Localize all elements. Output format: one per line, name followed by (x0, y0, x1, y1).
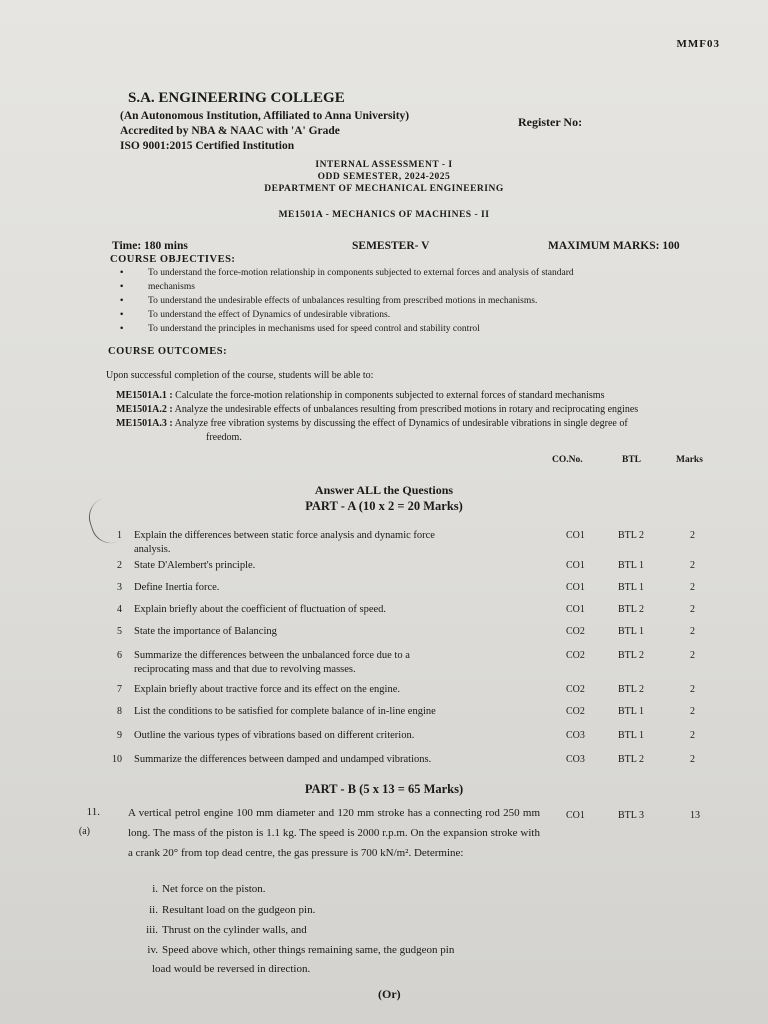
exam-semester-term: ODD SEMESTER, 2024-2025 (317, 172, 451, 182)
question-co: CO2 (566, 706, 585, 717)
question-bt: BTL 2 (618, 684, 645, 695)
question-number: 1 (117, 530, 122, 541)
question-marks: 2 (690, 754, 695, 765)
question-number: 5 (117, 626, 122, 637)
question-co: CO3 (566, 730, 585, 741)
column-bt: BTL (622, 455, 642, 465)
outcome-item (116, 390, 604, 401)
question-number: 4 (117, 604, 122, 615)
outcome-continuation: freedom. (206, 432, 242, 443)
part-a-title: PART - A (10 x 2 = 20 Marks) (305, 499, 463, 513)
question-marks: 2 (690, 560, 695, 571)
college-accreditation: Accredited by NBA & NAAC with 'A' Grade (120, 125, 340, 137)
outcome-code: ME1501A.1 : (116, 390, 173, 401)
exam-semester: SEMESTER- V (352, 240, 430, 252)
question-number: 11. (86, 806, 100, 818)
question-number: 8 (117, 706, 122, 717)
question-subpart: (a) (78, 826, 90, 837)
question-text: List the conditions to be satisfied for complete balance of in-line engine (134, 706, 436, 717)
question-bt: BTL 1 (618, 626, 645, 637)
question-co: CO1 (566, 604, 585, 615)
college-iso: ISO 9001:2015 Certified Institution (120, 140, 295, 152)
column-co: CO.No. (552, 455, 583, 465)
exam-department: DEPARTMENT OF MECHANICAL ENGINEERING (264, 184, 504, 194)
outcome-item (116, 404, 638, 415)
college-affiliation: (An Autonomous Institution, Affiliated to Anna University) (120, 110, 410, 122)
question-text: A vertical petrol engine 100 mm diameter and 120 mm stroke has a connecting rod 250 mm long. The mass of the piston is 1.1 kg. The speed is 2000 r.p.m. On the expansion stroke with a crank 20° from top dead centre, the gas pressure is 700 kN/m². Determine: (128, 807, 540, 859)
question-co: CO3 (566, 754, 585, 765)
question-part (130, 904, 315, 916)
question-text-continuation: reciprocating mass and that due to revolving masses. (134, 664, 356, 675)
objective-item: • mechanisms (120, 282, 195, 292)
objective-item: • To understand the force-motion relationship in components subjected to external forces and analysis of standard (120, 268, 574, 278)
question-co: CO1 (566, 810, 585, 821)
question-bt: BTL 2 (618, 650, 645, 661)
question-bt: BTL 1 (618, 730, 645, 741)
college-name: S.A. ENGINEERING COLLEGE (128, 90, 345, 106)
question-part (130, 944, 454, 956)
question-text: Explain the differences between static force analysis and dynamic force (134, 530, 435, 541)
question-text: Define Inertia force. (134, 582, 220, 593)
part-b-title: PART - B (5 x 13 = 65 Marks) (304, 782, 464, 796)
outcome-text: Analyze free vibration systems by discussing the effect of Dynamics of undesirable vibrations in single degree of (174, 418, 628, 429)
exam-assessment: INTERNAL ASSESSMENT - I (315, 160, 453, 170)
question-number: 9 (117, 730, 122, 741)
question-co: CO2 (566, 650, 585, 661)
outcome-code: ME1501A.2 : (116, 404, 173, 415)
question-co: CO2 (566, 684, 585, 695)
question-text: Outline the various types of vibrations based on different criterion. (134, 730, 415, 741)
register-no-label: Register No: (518, 115, 583, 129)
question-text: Summarize the differences between the unbalanced force due to a (134, 650, 410, 661)
objective-item: • To understand the undesirable effects of unbalances resulting from prescribed motions in mechanisms. (120, 296, 537, 306)
question-bt: BTL 2 (618, 604, 645, 615)
part-numeral: i. (152, 883, 158, 895)
question-text-continuation: analysis. (134, 544, 171, 555)
question-marks: 2 (690, 650, 695, 661)
outcome-text: Analyze the undesirable effects of unbalances resulting from prescribed motions in rotary and reciprocating engines (174, 404, 639, 415)
question-co: CO1 (566, 530, 585, 541)
question-bt: BTL 1 (618, 582, 645, 593)
question-number: 7 (117, 684, 122, 695)
question-marks: 2 (690, 626, 695, 637)
question-part (130, 924, 307, 936)
question-bt: BTL 3 (618, 810, 645, 821)
instruction: Answer ALL the Questions (314, 483, 454, 497)
question-marks: 2 (690, 684, 695, 695)
question-text: State D'Alembert's principle. (134, 560, 256, 571)
question-text: Explain briefly about the coefficient of fluctuation of speed. (134, 604, 387, 615)
question-number: 6 (117, 650, 122, 661)
question-number: 10 (112, 754, 122, 765)
question-marks: 2 (690, 582, 695, 593)
part-numeral: iv. (147, 944, 158, 956)
question-co: CO1 (566, 582, 585, 593)
part-numeral: ii. (149, 904, 158, 916)
outcome-item (116, 418, 628, 429)
question-text: Explain briefly about tractive force and its effect on the engine. (134, 684, 400, 695)
question-marks: 2 (690, 706, 695, 717)
question-text: Summarize the differences between damped and undamped vibrations. (134, 754, 432, 765)
part-text: Speed above which, other things remaining same, the gudgeon pin (162, 944, 455, 956)
part-text: Net force on the piston. (162, 883, 266, 895)
objective-item: • To understand the principles in mechanisms used for speed control and stability control (120, 324, 480, 334)
exam-time: Time: 180 mins (112, 240, 188, 252)
question-co: CO1 (566, 560, 585, 571)
outcomes-intro: Upon successful completion of the course, students will be able to: (106, 370, 374, 381)
question-bt: BTL 2 (618, 754, 645, 765)
exam-course: ME1501A - MECHANICS OF MACHINES - II (278, 210, 490, 220)
question-bt: BTL 1 (618, 706, 645, 717)
question-bt: BTL 2 (618, 530, 645, 541)
question-marks: 2 (690, 530, 695, 541)
question-number: 2 (117, 560, 122, 571)
objectives-heading: COURSE OBJECTIVES: (110, 254, 236, 265)
part-numeral: iii. (146, 924, 158, 936)
exam-max-marks: MAXIMUM MARKS: 100 (548, 240, 680, 252)
outcome-code: ME1501A.3 : (116, 418, 173, 429)
outcome-text: Calculate the force-motion relationship in components subjected to external forces of standard mechanisms (175, 390, 605, 401)
question-marks: 2 (690, 730, 695, 741)
column-marks: Marks (676, 455, 703, 465)
question-marks: 13 (690, 810, 700, 821)
question-co: CO2 (566, 626, 585, 637)
question-bt: BTL 1 (618, 560, 645, 571)
question-marks: 2 (690, 604, 695, 615)
question-text: State the importance of Balancing (134, 626, 277, 637)
objective-item: • To understand the effect of Dynamics of undesirable vibrations. (120, 310, 390, 320)
outcomes-heading: COURSE OUTCOMES: (108, 346, 228, 357)
question-number: 3 (117, 582, 122, 593)
or-label: (Or) (378, 987, 401, 1001)
paper-code: MMF03 (676, 38, 720, 50)
part-text: Thrust on the cylinder walls, and (162, 924, 307, 936)
question-part-continuation: load would be reversed in direction. (152, 963, 311, 975)
part-text: Resultant load on the gudgeon pin. (162, 904, 316, 916)
question-part (130, 883, 266, 895)
